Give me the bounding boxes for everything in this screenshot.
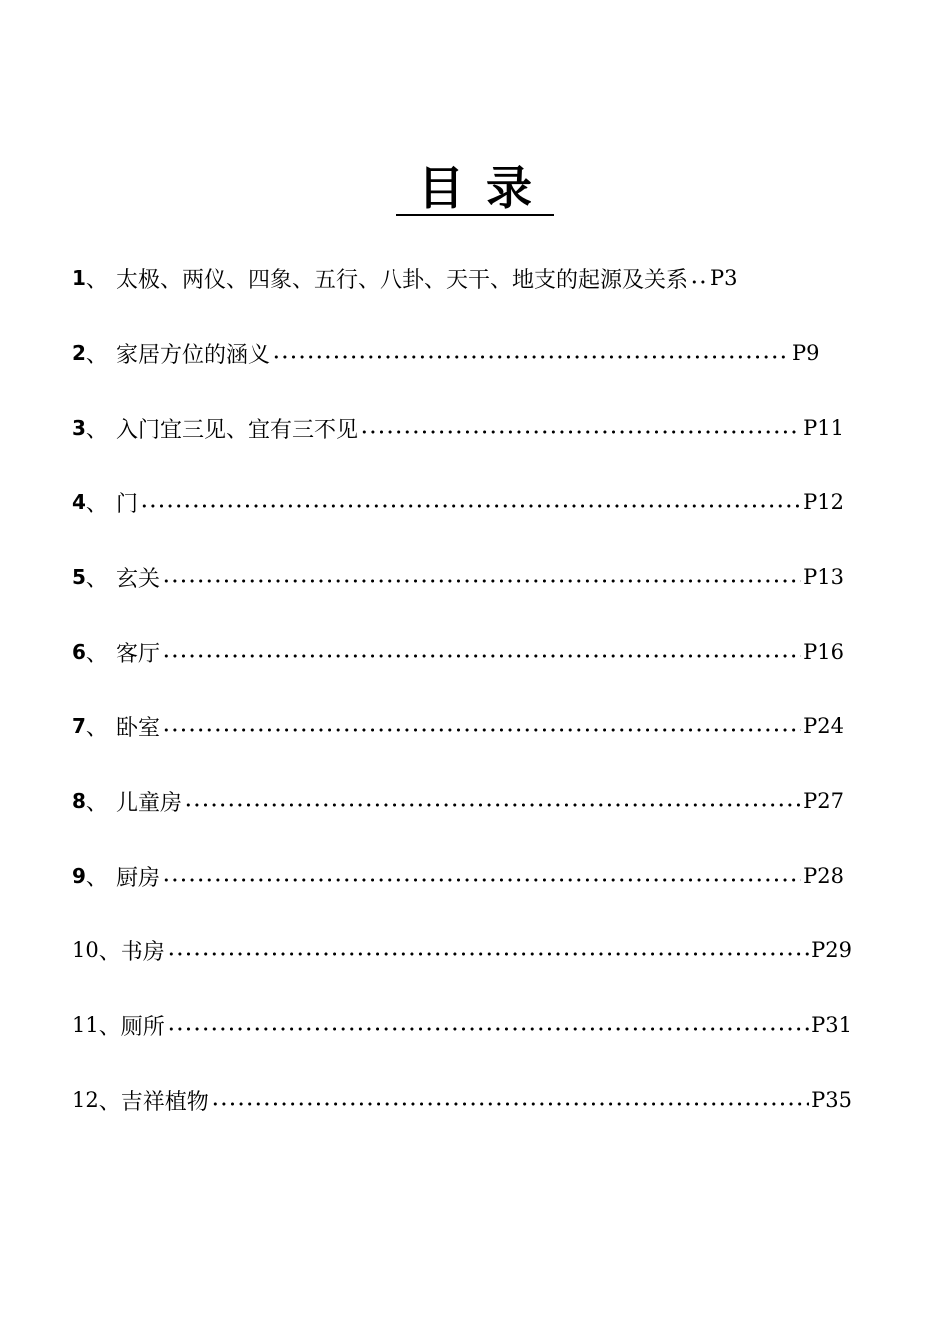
toc-entry-title: 入门宜三见、宜有三不见: [115, 417, 358, 443]
toc-entry-title: 客厅: [115, 641, 160, 667]
page-title-text: 目录: [396, 162, 554, 216]
toc-entry-page: P9: [792, 341, 820, 365]
toc-entry-page: P29: [811, 938, 852, 962]
toc-entry-title: 儿童房: [115, 790, 182, 816]
toc-entry-separator: 、: [85, 790, 108, 816]
toc-entry-title: 吉祥植物: [120, 1089, 209, 1115]
toc-entry-leader: [162, 579, 801, 583]
toc-entry-separator: 、: [85, 267, 108, 293]
toc-entry-page: P11: [803, 416, 844, 440]
toc-entry[interactable]: [72, 408, 844, 448]
toc-entry-title: 玄关: [115, 566, 160, 592]
toc-entry[interactable]: [72, 258, 832, 298]
toc-entry-leader: [167, 1027, 809, 1031]
toc-entry[interactable]: [72, 930, 852, 970]
toc-entry-title: 太极、两仪、四象、五行、八卦、天干、地支的起源及关系: [115, 267, 688, 293]
toc-entry-page: P16: [803, 640, 844, 664]
toc-entry-number: 6: [72, 640, 86, 664]
toc-entry-separator: 、: [98, 1014, 121, 1040]
toc-entry-leader: [140, 504, 801, 508]
toc-entry-number: 2: [72, 341, 86, 365]
toc-entry-leader: [690, 280, 708, 284]
toc-entry-title: 卧室: [115, 715, 160, 741]
toc-entry-leader: [184, 803, 801, 807]
toc-entry-page: P28: [803, 864, 844, 888]
toc-entry-title: 厕所: [120, 1014, 165, 1040]
toc-entry-leader: [272, 355, 790, 359]
toc-entry-page: P3: [709, 266, 738, 290]
toc-entry-title: 门: [115, 491, 138, 517]
toc-entry[interactable]: [72, 781, 844, 821]
toc-entry[interactable]: [72, 632, 844, 672]
toc-entry[interactable]: [72, 482, 844, 522]
toc-entry-separator: 、: [85, 641, 108, 667]
toc-entry[interactable]: [72, 557, 844, 597]
page-title: [0, 160, 950, 216]
toc-entry[interactable]: [72, 706, 844, 746]
toc-entry-page: P13: [803, 565, 844, 589]
toc-entry-page: P35: [811, 1088, 852, 1112]
toc-entry-separator: 、: [85, 417, 108, 443]
toc-entry-separator: 、: [98, 939, 121, 965]
toc-entry-number: 4: [72, 490, 86, 514]
toc-entry-leader: [167, 952, 809, 956]
toc-entry-separator: 、: [98, 1089, 121, 1115]
toc-entry-leader: [211, 1102, 809, 1106]
toc-entry-title: 厨房: [115, 865, 160, 891]
toc-entry-separator: 、: [85, 566, 108, 592]
toc-entry-separator: 、: [85, 865, 108, 891]
toc-entry-separator: 、: [85, 491, 108, 517]
toc-entry-number: 5: [72, 565, 86, 589]
toc-entry-page: P24: [803, 714, 844, 738]
toc-entry[interactable]: [72, 856, 844, 896]
toc-entry-title: 家居方位的涵义: [115, 342, 270, 368]
toc-entry-number: 3: [72, 416, 86, 440]
toc-entry-number: 8: [72, 789, 86, 813]
toc-entry-title: 书房: [120, 939, 165, 965]
toc-entry-page: P27: [803, 789, 844, 813]
toc-entry-page: P12: [803, 490, 844, 514]
toc-entry-number: 12: [72, 1088, 99, 1112]
toc-entry-leader: [162, 654, 801, 658]
toc-entry-number: 7: [72, 714, 86, 738]
toc-entry[interactable]: [72, 1005, 852, 1045]
toc-entry-separator: 、: [85, 342, 108, 368]
toc-entry-page: P31: [811, 1013, 852, 1037]
toc-entry-leader: [162, 728, 801, 732]
toc-entry-number: 1: [72, 266, 86, 290]
toc-entry-leader: [360, 430, 801, 434]
toc-entry-number: 11: [72, 1013, 99, 1037]
toc-entry[interactable]: [72, 333, 832, 373]
toc-entry-number: 10: [72, 938, 99, 962]
toc-entry-separator: 、: [85, 715, 108, 741]
toc-entry[interactable]: [72, 1080, 852, 1120]
toc-entry-number: 9: [72, 864, 86, 888]
toc-entry-leader: [162, 878, 801, 882]
